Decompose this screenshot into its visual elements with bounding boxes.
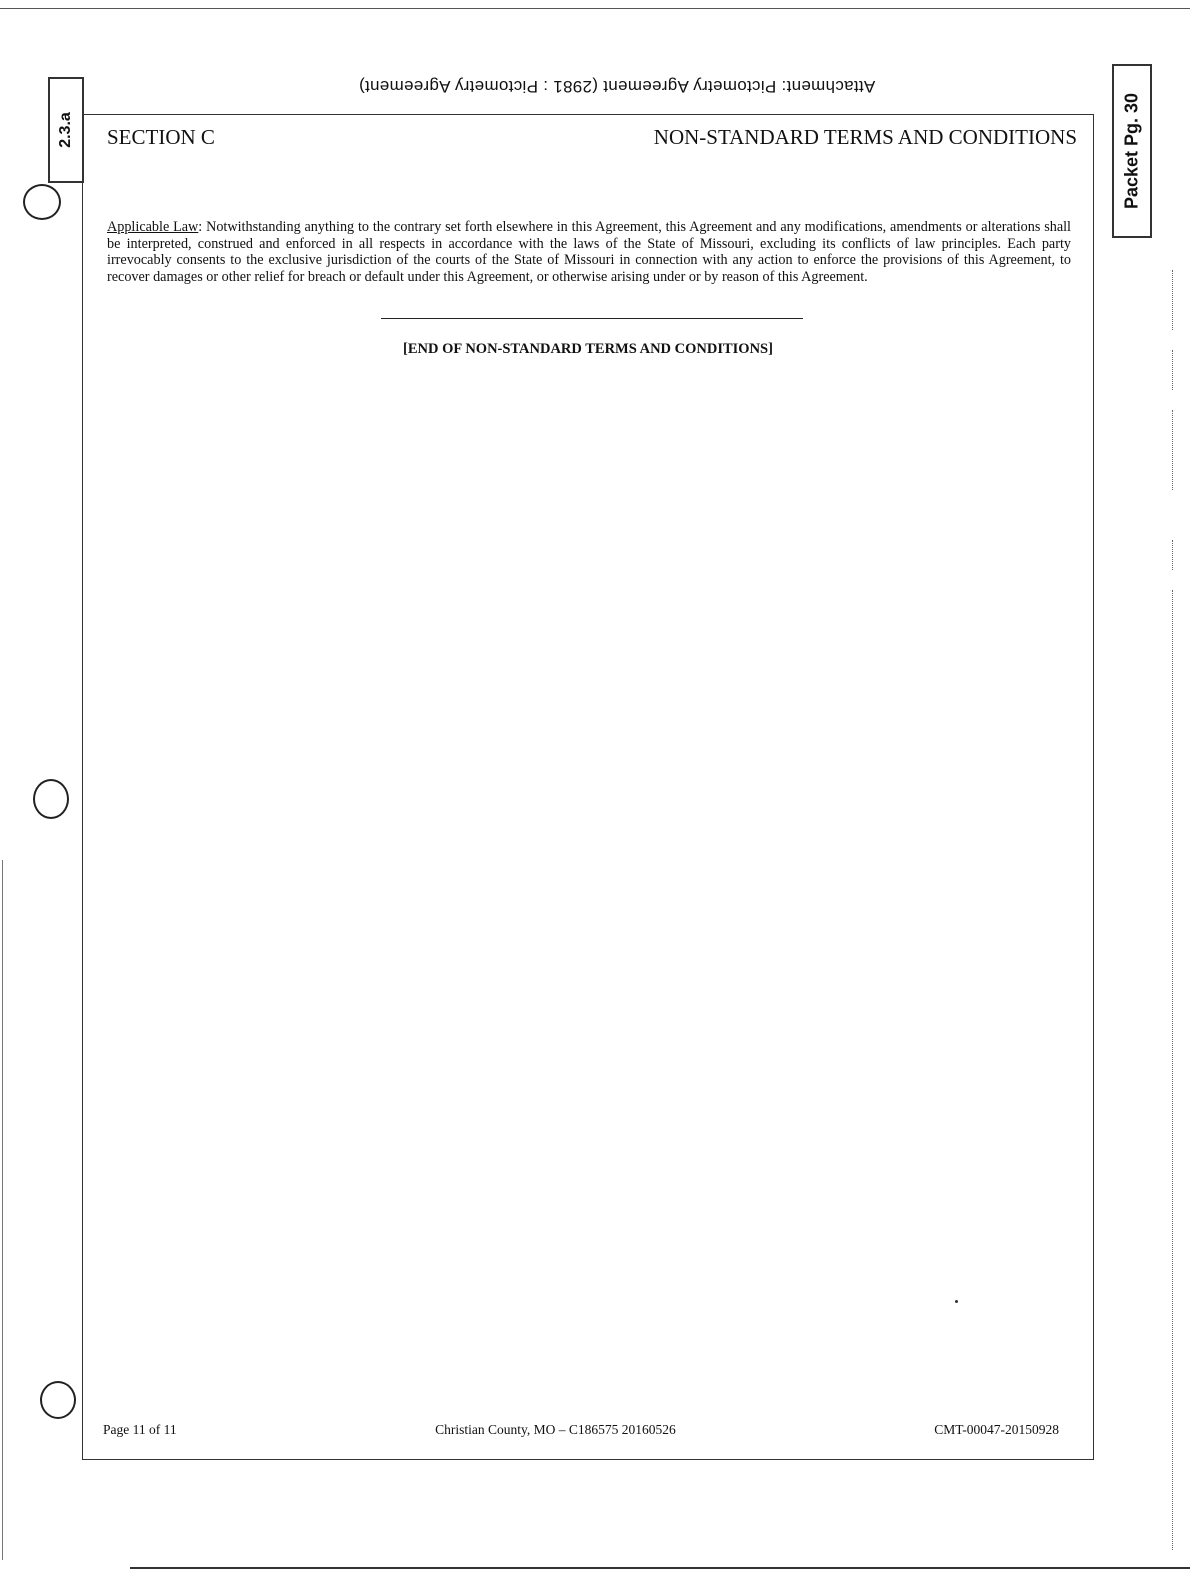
paragraph-text: : Notwithstanding anything to the contrary set forth elsewhere in this Agreement, this Agreement and any modifications, amendments or alterations shall be interpreted, construed and enforced in all respects in accordance with the laws of the State of Missouri, excluding its conflicts of law principles. Each party irrevocably consents to the exclusive jurisdiction of the courts of the State of Missouri in connection with any action to enforce the provisions of this Agreement, to recover damages or other relief for breach or default under this Agreement, or otherwise arising under or by reason of this Agreement. (107, 219, 1071, 285)
binder-hole-bottom (40, 1381, 76, 1419)
binder-hole-top (23, 184, 61, 220)
divider-line (381, 318, 803, 319)
packet-page-label: Packet Pg. 30 (1121, 92, 1142, 210)
scan-speckle (1172, 410, 1174, 490)
section-heading (107, 125, 1077, 150)
scan-edge-bottom (130, 1567, 1190, 1569)
page-number: Page 11 of 11 (103, 1422, 177, 1437)
side-tab-section-number (48, 77, 84, 183)
attachment-header: Attachment: Pictometry Agreement (2981 : Pictometry Agreement) (358, 77, 876, 96)
page-footer (103, 1422, 1059, 1438)
binder-hole-middle (33, 779, 69, 819)
end-of-terms-note: [END OF NON-STANDARD TERMS AND CONDITIONS] (403, 341, 773, 357)
scan-edge-top (0, 8, 1190, 9)
scan-speckle (1172, 270, 1174, 330)
paragraph-term: Applicable Law (107, 219, 199, 236)
footer-document-code: CMT-00047-20150928 (934, 1422, 1059, 1437)
scan-speckle (1172, 540, 1174, 570)
scan-edge-left (2, 860, 3, 1560)
document-page (82, 114, 1094, 1460)
section-subtitle: NON-STANDARD TERMS AND CONDITIONS (653, 125, 1077, 149)
section-number-label: 2.3.a (57, 112, 74, 148)
scan-speckle (1172, 350, 1174, 390)
scan-speckle (1172, 590, 1174, 1550)
footer-contract-id: Christian County, MO – C186575 20160526 (435, 1422, 676, 1437)
scan-dot (955, 1300, 958, 1303)
side-tab-packet-page (1112, 64, 1152, 238)
applicable-law-paragraph (107, 219, 1071, 285)
section-title: SECTION C (107, 125, 215, 149)
